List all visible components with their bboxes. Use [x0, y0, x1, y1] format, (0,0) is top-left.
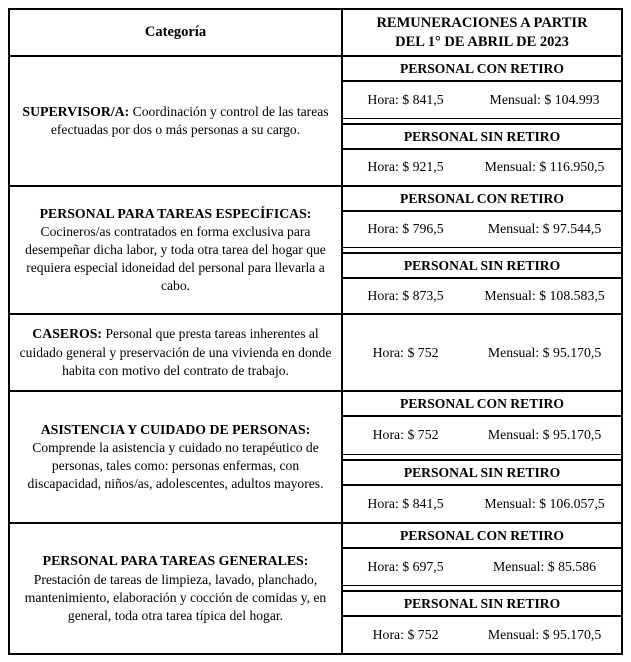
mensual-value: Mensual: $ 95.170,5: [487, 627, 602, 642]
category-title: CASEROS:: [32, 326, 103, 342]
con-retiro-rates: [343, 82, 621, 119]
category-title: ASISTENCIA Y CUIDADO DE PERSONAS:: [40, 421, 311, 437]
category-column-header: Categoría: [10, 10, 343, 55]
remunerations-cell: [343, 524, 621, 653]
remunerations-cell: [343, 57, 621, 185]
sin-retiro-rates: [343, 617, 621, 653]
category-cell: [10, 392, 343, 522]
sin-retiro-header: PERSONAL SIN RETIRO: [343, 252, 621, 279]
con-retiro-header: PERSONAL CON RETIRO: [343, 187, 621, 212]
category-description: Comprende la asistencia y cuidado no terapéutico de personas, tales como: personas enfermas, con discapacidad, niños/as, adolescentes, adultos mayores.: [27, 440, 324, 492]
category-description: Prestación de tareas de limpieza, lavado, planchado, mantenimiento, elaboración y cocción de comidas y, en general, toda otra tarea típica del hogar.: [24, 571, 327, 623]
hora-value: Hora: $ 841,5: [367, 91, 444, 107]
hora-value: Hora: $ 921,5: [367, 159, 444, 175]
con-retiro-header: PERSONAL CON RETIRO: [343, 57, 621, 82]
mensual-value: Mensual: $ 85.586: [493, 559, 597, 574]
category-text: [19, 421, 332, 493]
con-retiro-rates: [343, 549, 621, 586]
category-text: [19, 325, 332, 379]
table-row-tareas-especificas: [10, 185, 621, 313]
sin-retiro-header: PERSONAL SIN RETIRO: [343, 459, 621, 486]
sin-retiro-rates: [343, 279, 621, 314]
category-title: SUPERVISOR/A:: [22, 103, 130, 119]
sin-retiro-header: PERSONAL SIN RETIRO: [343, 590, 621, 617]
remunerations-cell: [343, 187, 621, 313]
category-title: PERSONAL PARA TAREAS GENERALES:: [42, 553, 309, 569]
table-row-caseros: [10, 313, 621, 390]
category-cell: [10, 315, 343, 390]
con-retiro-header: PERSONAL CON RETIRO: [343, 392, 621, 417]
mensual-value: Mensual: $ 104.993: [489, 91, 600, 107]
hora-value: Hora: $ 752: [372, 344, 439, 360]
con-retiro-header: PERSONAL CON RETIRO: [343, 524, 621, 549]
mensual-value: Mensual: $ 108.583,5: [484, 287, 605, 303]
table-header-row: [10, 10, 621, 55]
category-cell: [10, 187, 343, 313]
remunerations-cell: [343, 315, 621, 390]
remunerations-column-header: REMUNERACIONES A PARTIR DEL 1° DE ABRIL DE 2023: [376, 14, 588, 50]
caseros-rates: [343, 315, 621, 390]
mensual-value: Mensual: $ 97.544,5: [487, 221, 602, 237]
category-text: [19, 552, 332, 624]
hora-value: Hora: $ 841,5: [367, 495, 444, 511]
remunerations-table: [8, 8, 623, 655]
category-cell: [10, 524, 343, 653]
hora-value: Hora: $ 697,5: [367, 559, 444, 574]
con-retiro-rates: [343, 212, 621, 248]
category-cell: [10, 57, 343, 185]
table-row-tareas-generales: [10, 522, 621, 653]
mensual-value: Mensual: $ 95.170,5: [487, 427, 602, 443]
hora-value: Hora: $ 796,5: [367, 221, 444, 237]
hora-value: Hora: $ 752: [372, 627, 439, 642]
mensual-value: Mensual: $ 106.057,5: [484, 495, 605, 511]
sin-retiro-header: PERSONAL SIN RETIRO: [343, 123, 621, 150]
remunerations-cell: [343, 392, 621, 522]
sin-retiro-rates: [343, 486, 621, 523]
category-description: Personal que presta tareas inherentes al cuidado general y preservación de una vivienda en donde habita con motivo del contrato de trabajo.: [19, 326, 332, 378]
table-row-asistencia-cuidado: [10, 390, 621, 522]
category-description: Coordinación y control de las tareas efectuadas por dos o más personas a su cargo.: [50, 103, 329, 138]
category-title: PERSONAL PARA TAREAS ESPECÍFICAS:: [39, 206, 312, 222]
category-description: Cocineros/as contratados en forma exclusiva para desempeñar dicha labor, y toda otra tarea del hogar que requiera especial idoneidad del personal para llevarla a cabo.: [25, 224, 326, 294]
hora-value: Hora: $ 873,5: [367, 287, 444, 303]
category-text: [19, 103, 332, 139]
table-row-supervisor: [10, 55, 621, 185]
mensual-value: Mensual: $ 116.950,5: [484, 159, 605, 175]
hora-value: Hora: $ 752: [372, 427, 439, 443]
category-text: [19, 205, 332, 295]
sin-retiro-rates: [343, 150, 621, 186]
con-retiro-rates: [343, 417, 621, 455]
mensual-value: Mensual: $ 95.170,5: [487, 344, 602, 360]
